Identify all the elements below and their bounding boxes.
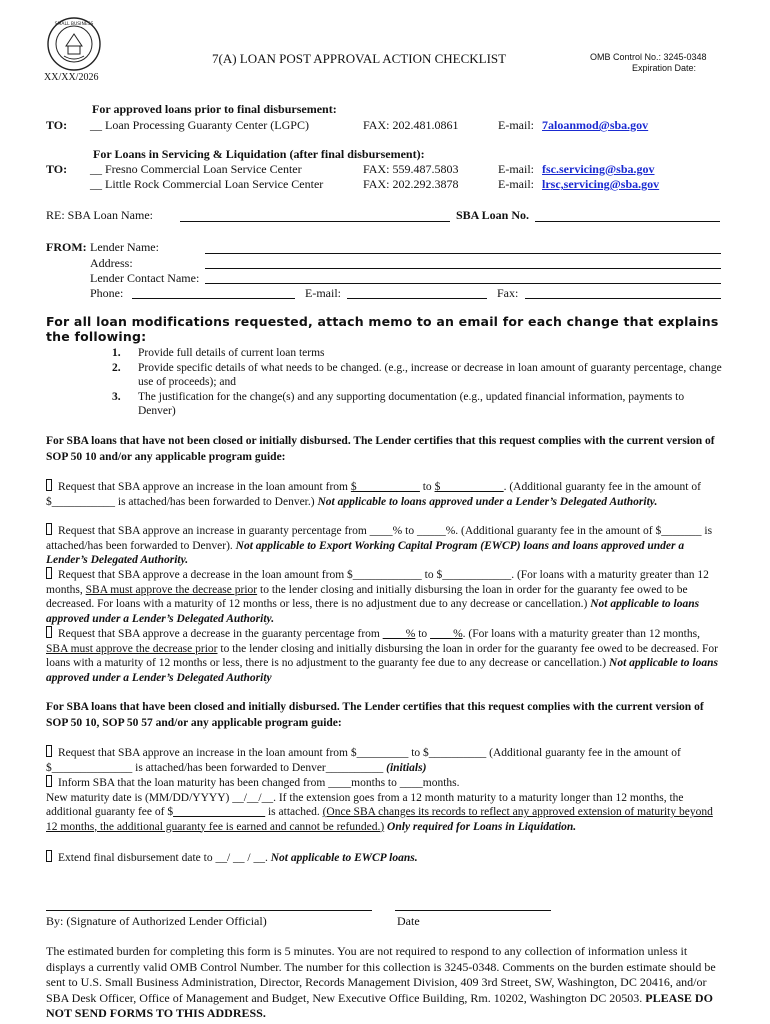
from-email-label: E-mail: xyxy=(305,286,341,300)
expiration-date: Expiration Date: xyxy=(632,63,697,73)
s1-increase-guaranty-item[interactable]: Request that SBA approve an increase in guaranty percentage from ____% to _____%. (Additional guaranty fee in the amount of $_______ is attached/has been forwarded to Denver). Not applicable to Export Working Capital Program (EWCP) loans and loans approved under a Lender’s Delegated Authority. xyxy=(46,525,713,566)
loan-name-field[interactable] xyxy=(180,221,450,222)
from-label: FROM: xyxy=(46,240,87,254)
fresno-fax: FAX: 559.487.5803 xyxy=(363,162,459,176)
little-rock-center[interactable]: __ Little Rock Commercial Loan Service Center xyxy=(90,177,324,191)
section1-heading: For SBA loans that have not been closed or initially disbursed. The Lender certifies that this request complies with the current version of SOP 50 10 and/or any applicable program guide: xyxy=(46,435,715,463)
re-loan-name-label: RE: SBA Loan Name: xyxy=(46,208,153,222)
checkbox[interactable] xyxy=(46,523,52,535)
little-rock-email-link[interactable]: lrsc,servicing@sba.gov xyxy=(542,177,660,191)
section2-heading: For SBA loans that have been closed and initially disbursed. The Lender certifies that this request complies with the current version of SOP 50 10, SOP 50 57 and/or any applicable program guide: xyxy=(46,701,704,729)
contact-name-label: Lender Contact Name: xyxy=(90,271,200,285)
instructions-heading: For all loan modifications requested, attach memo to an email for each change that explains the following: xyxy=(46,314,719,344)
checkbox[interactable] xyxy=(46,745,52,757)
from-email-field[interactable] xyxy=(347,298,487,299)
lender-name-label: Lender Name: xyxy=(90,240,159,254)
lgpc-center[interactable]: __ Loan Processing Guaranty Center (LGPC) xyxy=(90,118,309,132)
checkbox[interactable] xyxy=(46,567,52,579)
burden-statement: The estimated burden for completing this form is 5 minutes. You are not required to respond to any collection of information unless it displays a currently valid OMB Control Number. The number for this collection is 3245-0348. Comments on the burden estimate should be sent to U.S. Small Business Administration, Director, Records Management Division, 409 3rd Street, SW, Washington, DC 20416, and/or SBA Desk Officer, Office of Management and Budget, New Executive Office Building, Rm. 10202, Washington DC 20503. PLEASE DO NOT SEND FORMS TO THIS ADDRESS. xyxy=(46,944,716,1020)
phone-label: Phone: xyxy=(90,286,124,300)
fresno-email-label: E-mail: xyxy=(498,162,534,176)
fax-field[interactable] xyxy=(525,298,721,299)
list-item: 1. Provide full details of current loan terms xyxy=(112,347,325,359)
s1-increase-loan-item[interactable]: Request that SBA approve an increase in the loan amount from $___________ to $___________. (Additional guaranty fee in the amount of $___________ is attached/has been forwarded to Denver.) Not applicable to loans approved under a Lender’s Delegated Authority. xyxy=(46,481,701,508)
lgpc-email-link[interactable]: 7aloanmod@sba.gov xyxy=(542,118,649,132)
lender-name-field[interactable] xyxy=(205,253,721,254)
to2-heading: For Loans in Servicing & Liquidation (after final disbursement): xyxy=(93,147,425,161)
fresno-center[interactable]: __ Fresno Commercial Loan Service Center xyxy=(90,162,302,176)
date-label: Date xyxy=(397,914,420,928)
lgpc-email-label: E-mail: xyxy=(498,118,534,132)
lgpc-fax: FAX: 202.481.0861 xyxy=(363,118,459,132)
fax-label: Fax: xyxy=(497,286,519,300)
fresno-email-link[interactable]: fsc.servicing@sba.gov xyxy=(542,162,655,176)
s2-maturity-item[interactable]: Inform SBA that the loan maturity has been changed from ____months to ____months. New maturity date is (MM/DD/YYYY) __/__/__. If the extension goes from a 12 month maturity to a maturity longer than 12 months, the additional guaranty fee of $________________ is attached. (Once SBA changes its records to reflect any approved extension of maturity beyond 12 months, the additional guaranty fee is earned and cannot be refunded.) Only required for Loans in Liquidation. xyxy=(46,777,713,833)
list-item: 3. The justification for the change(s) and any supporting documentation (e.g., updated financial information, payments to Denver) xyxy=(112,390,685,417)
loan-no-field[interactable] xyxy=(535,221,720,222)
little-rock-email-label: E-mail: xyxy=(498,177,534,191)
phone-field[interactable] xyxy=(132,298,295,299)
date-line[interactable] xyxy=(395,910,551,911)
s1-decrease-guaranty-item[interactable]: Request that SBA approve a decrease in the guaranty percentage from ____% to ____%. (For loans with a maturity greater than 12 months, SBA must approve the decrease prior to the lender closing and initially disbursing the loan in order for the guaranty fee owed to be decreased. For loans with a maturity of 12 months or less, there is no adjustment to the guaranty fee due to any decrease or cancellation.) Not applicable to loans approved under a Lender’s Delegated Authority xyxy=(46,628,718,684)
to1-heading: For approved loans prior to final disbursement: xyxy=(92,102,337,116)
little-rock-fax: FAX: 202.292.3878 xyxy=(363,177,459,191)
page-title: 7(A) LOAN POST APPROVAL ACTION CHECKLIST xyxy=(212,51,507,66)
s2-extend-disbursement-item[interactable]: Extend final disbursement date to __/ __ / __. Not applicable to EWCP loans. xyxy=(46,850,722,866)
svg-text:SMALL BUSINESS: SMALL BUSINESS xyxy=(54,22,94,27)
s1-decrease-loan-item[interactable]: Request that SBA approve a decrease in the loan amount from $____________ to $____________. (For loans with a maturity greater than 12 months, SBA must approve the decrease prior to the lender closing and initially disbursing the loan in order for the guaranty fee owed to be decreased. For loans with a maturity of 12 months or less, there is no adjustment due to any decrease or cancellation.) Not applicable to loans approved under a Lender’s Delegated Authority. xyxy=(46,569,709,625)
checkbox[interactable] xyxy=(46,775,52,787)
signature-line[interactable] xyxy=(46,910,372,911)
checkbox[interactable] xyxy=(46,626,52,638)
address-field[interactable] xyxy=(205,268,721,269)
checkbox[interactable] xyxy=(46,479,52,491)
to-label-2: TO: xyxy=(46,162,68,176)
checkbox[interactable] xyxy=(46,850,52,862)
list-item: 2. Provide specific details of what needs to be changed. (e.g., increase or decrease in loan amount of guaranty percentage, change use of proceeds); and xyxy=(112,361,722,388)
loan-no-label: SBA Loan No. xyxy=(456,208,530,222)
omb-control: OMB Control No.: 3245-0348 xyxy=(590,52,707,62)
sba-seal-logo xyxy=(46,16,102,72)
instructions-list xyxy=(112,346,724,419)
contact-name-field[interactable] xyxy=(205,283,721,284)
form-date: XX/XX/2026 xyxy=(44,72,99,83)
to-label: TO: xyxy=(46,118,68,132)
s2-increase-loan-item[interactable]: Request that SBA approve an increase in the loan amount from $_________ to $__________ (Additional guaranty fee in the amount of $______________ is attached/has been forwarded to Denver__________ (initials) xyxy=(46,747,681,774)
signature-label: By: (Signature of Authorized Lender Official) xyxy=(46,914,267,928)
address-label: Address: xyxy=(90,256,133,270)
